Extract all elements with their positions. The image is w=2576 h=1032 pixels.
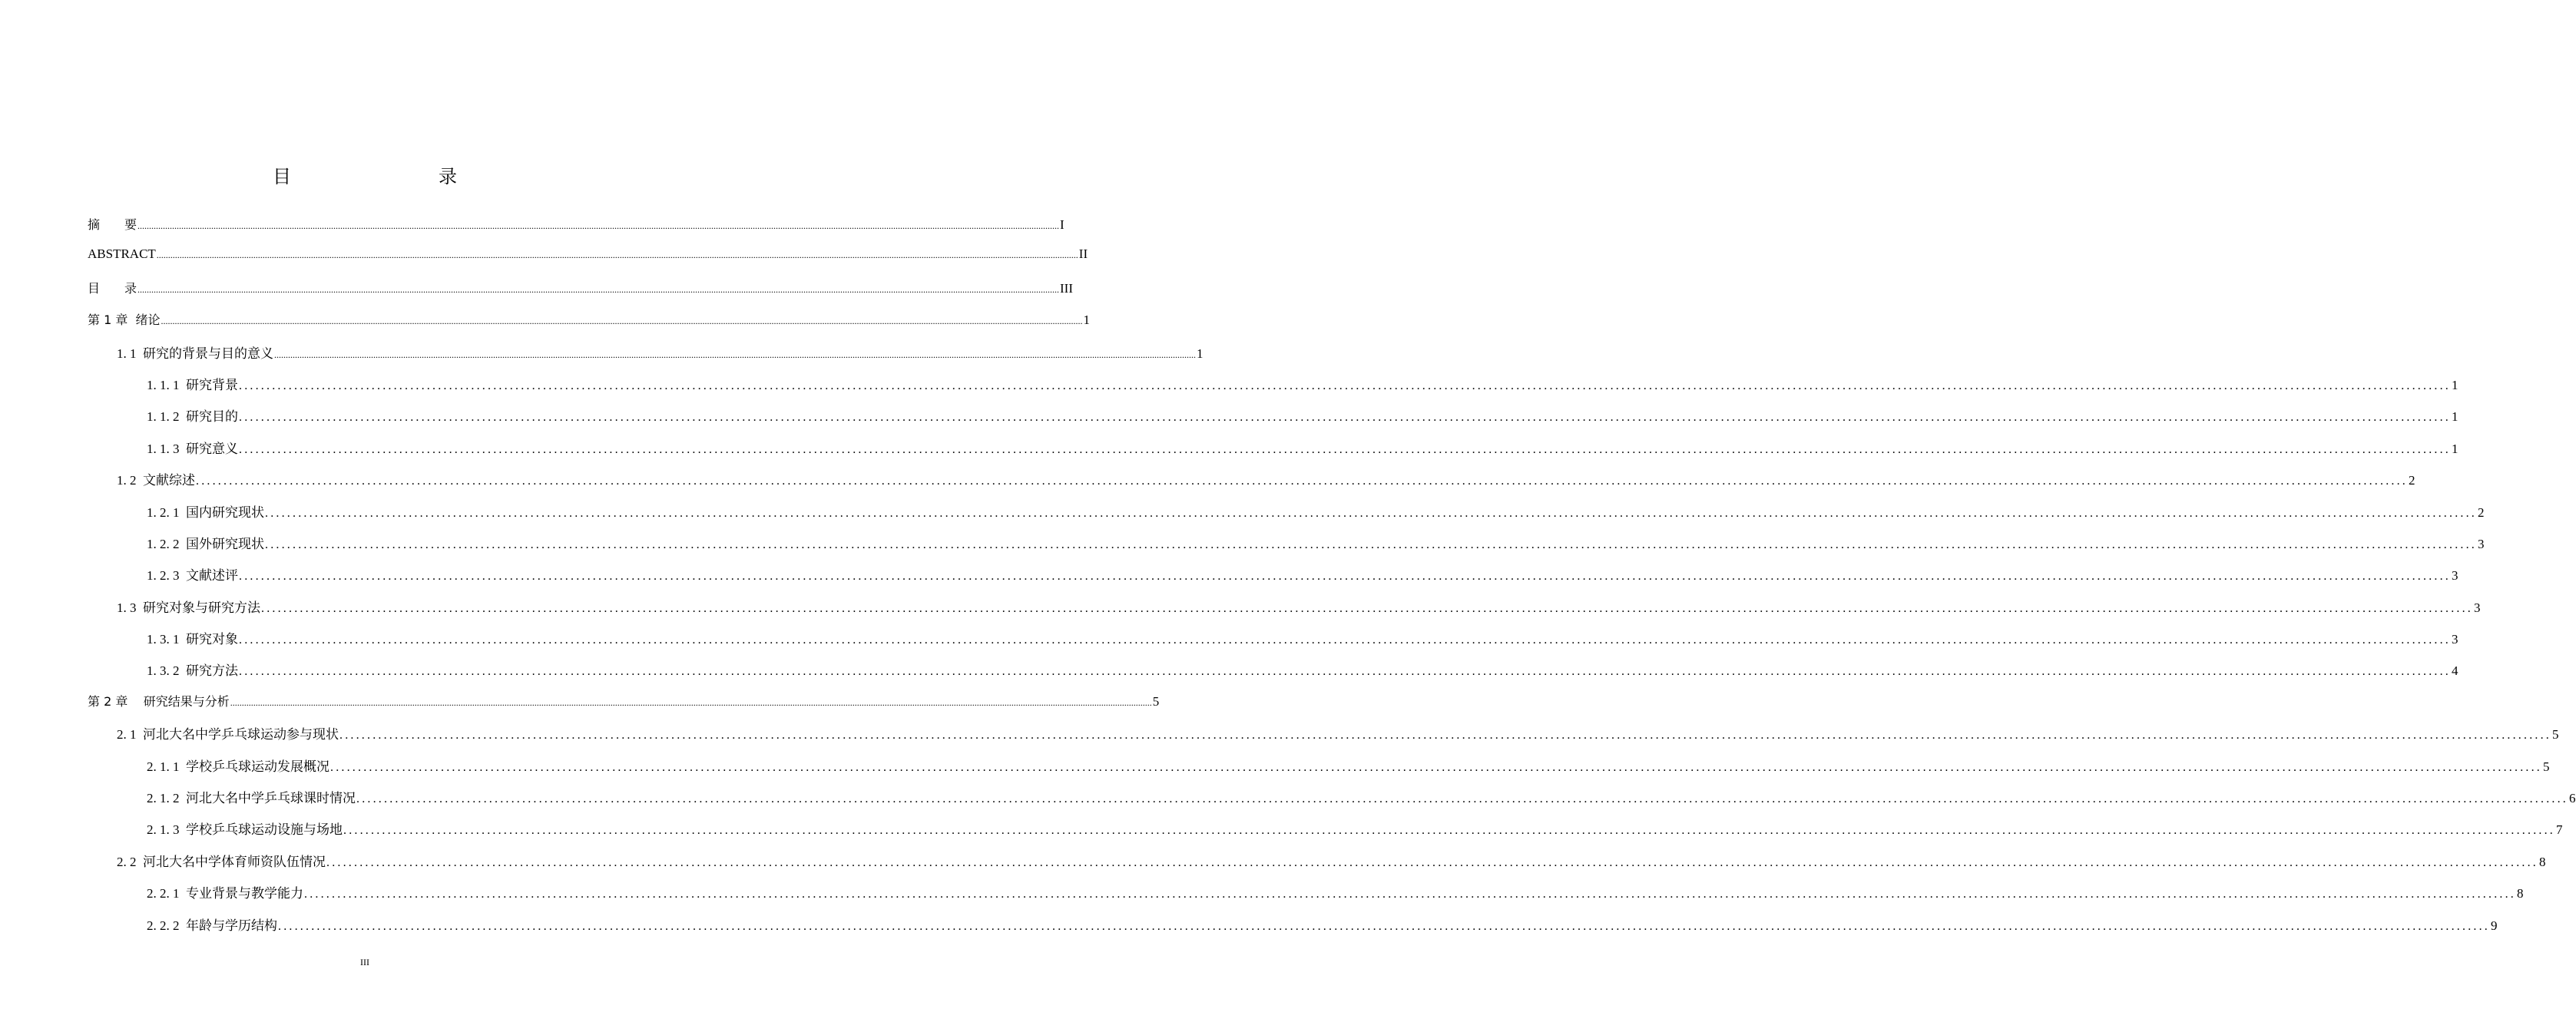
toc-entry-label: 1. 3. 1 研究对象	[147, 632, 238, 647]
toc-entry[interactable]	[0, 303, 1091, 334]
toc-entry-page-number: 9	[2491, 918, 2498, 933]
toc-dot-leader: ................................................................................................................................................................................................................................................................................................................................................................................................................	[261, 601, 2473, 615]
toc-entry[interactable]	[0, 875, 2524, 906]
toc-entry-page-number: 1	[2452, 441, 2458, 456]
toc-dot-leader: ................................................................................................................................................................................................................................................................................................................................................................................................................	[343, 824, 2555, 838]
toc-entry[interactable]	[0, 716, 2559, 747]
toc-entry-page-number: I	[1060, 217, 1065, 232]
toc-dot-leader: ................................................................................................................................................................................................................................................................................................................................................................................................................	[326, 855, 2538, 869]
toc-dot-leader: ................................................................................................................................................................................................................................................................................................................................................................................................................	[265, 538, 2477, 551]
toc-entry-label: 2. 1 河北大名中学乒乓球运动参与现状	[117, 727, 339, 743]
toc-dot-leader: ................................................................................................................................................................................................................................................................................................................................................................................................................	[239, 665, 2451, 679]
toc-entry-page-number: 2	[2409, 473, 2415, 488]
toc-entry-page-number: III	[1060, 280, 1073, 296]
toc-entry-page-number: 2	[2478, 504, 2485, 520]
toc-entry-label: 2. 2. 2 年龄与学历结构	[147, 918, 277, 933]
toc-dot-leader: ................................................................................................................................................................................................................................................................................................................................................................................................................	[137, 220, 1060, 231]
toc-entry-page-number: II	[1078, 246, 1088, 262]
toc-entry[interactable]	[0, 494, 2485, 525]
toc-entry-label: 摘 要	[88, 217, 137, 232]
toc-entry-label: 1. 3 研究对象与研究方法	[117, 600, 260, 615]
toc-entry[interactable]	[0, 461, 2415, 493]
toc-entry-label: 1. 1. 3 研究意义	[147, 441, 238, 456]
toc-entry-page-number: 4	[2452, 663, 2458, 679]
toc-dot-leader: ................................................................................................................................................................................................................................................................................................................................................................................................................	[196, 475, 2408, 488]
toc-entry[interactable]	[0, 907, 2498, 938]
toc-entry-label: 2. 1. 2 河北大名中学乒乓球课时情况	[147, 791, 356, 806]
toc-entry[interactable]	[0, 589, 2481, 620]
toc-dot-leader: ................................................................................................................................................................................................................................................................................................................................................................................................................	[278, 919, 2490, 933]
toc-entry-page-number: 8	[2517, 886, 2524, 901]
toc-entry-page-number: 1	[1197, 346, 1204, 361]
toc-entry-page-number: 1	[1083, 313, 1091, 328]
toc-entry[interactable]	[0, 271, 1073, 303]
toc-entry-page-number: 1	[2452, 377, 2458, 392]
toc-dot-leader: ................................................................................................................................................................................................................................................................................................................................................................................................................	[239, 442, 2451, 456]
toc-entry-page-number: 7	[2556, 822, 2563, 838]
toc-entry[interactable]	[0, 779, 2576, 811]
toc-dot-leader: ................................................................................................................................................................................................................................................................................................................................................................................................................	[239, 570, 2451, 584]
toc-entry-label: 2. 2 河北大名中学体育师资队伍情况	[117, 854, 326, 869]
table-of-contents	[0, 207, 2576, 938]
toc-entry[interactable]	[0, 335, 1204, 366]
toc-entry-label: 1. 1 研究的背景与目的意义	[117, 346, 273, 361]
toc-dot-leader: ................................................................................................................................................................................................................................................................................................................................................................................................................	[339, 729, 2551, 743]
toc-entry-label: 1. 2. 2 国外研究现状	[147, 536, 264, 551]
toc-dot-leader: ................................................................................................................................................................................................................................................................................................................................................................................................................	[161, 316, 1083, 327]
toc-dot-leader: ................................................................................................................................................................................................................................................................................................................................................................................................................	[239, 379, 2451, 392]
toc-entry-page-number: 3	[2478, 536, 2485, 551]
toc-dot-leader: ................................................................................................................................................................................................................................................................................................................................................................................................................	[156, 250, 1078, 261]
toc-entry[interactable]	[0, 748, 2550, 779]
toc-dot-leader: ................................................................................................................................................................................................................................................................................................................................................................................................................	[304, 888, 2516, 901]
toc-entry-label: 2. 1. 1 学校乒乓球运动发展概况	[147, 759, 329, 774]
toc-entry-label: 1. 3. 2 研究方法	[147, 663, 238, 679]
toc-entry-page-number: 5	[1152, 693, 1160, 709]
toc-entry-label: 1. 2. 3 文献述评	[147, 568, 238, 584]
toc-entry[interactable]	[0, 620, 2458, 652]
toc-entry-page-number: 8	[2539, 854, 2546, 869]
toc-entry-page-number: 6	[2569, 791, 2576, 806]
toc-entry[interactable]	[0, 652, 2458, 683]
toc-dot-leader: ................................................................................................................................................................................................................................................................................................................................................................................................................	[356, 792, 2568, 806]
toc-entry[interactable]	[0, 557, 2458, 588]
toc-entry[interactable]	[0, 684, 1160, 716]
toc-entry-page-number: 5	[2543, 759, 2550, 774]
toc-entry-label: ABSTRACT	[88, 246, 156, 262]
toc-entry-label: 第 1 章 绪论	[88, 313, 161, 328]
toc-dot-leader: ................................................................................................................................................................................................................................................................................................................................................................................................................	[239, 411, 2451, 425]
footer-page-number: III	[360, 957, 369, 968]
toc-entry-label: 1. 2. 1 国内研究现状	[147, 504, 264, 520]
toc-entry-page-number: 3	[2452, 632, 2458, 647]
toc-dot-leader: ................................................................................................................................................................................................................................................................................................................................................................................................................	[330, 760, 2542, 774]
toc-entry-label: 2. 1. 3 学校乒乓球运动设施与场地	[147, 822, 343, 838]
page-title: 目 录	[273, 166, 494, 187]
toc-entry[interactable]	[0, 811, 2563, 842]
toc-dot-leader: ................................................................................................................................................................................................................................................................................................................................................................................................................	[265, 506, 2477, 520]
toc-entry-label: 2. 2. 1 专业背景与教学能力	[147, 886, 303, 901]
toc-entry[interactable]	[0, 239, 1088, 270]
toc-entry-page-number: 3	[2452, 568, 2458, 584]
toc-dot-leader: ................................................................................................................................................................................................................................................................................................................................................................................................................	[239, 633, 2451, 647]
toc-entry[interactable]	[0, 207, 1065, 239]
toc-entry-label: 目 录	[88, 280, 137, 296]
toc-entry-page-number: 3	[2474, 600, 2481, 615]
toc-dot-leader: ................................................................................................................................................................................................................................................................................................................................................................................................................	[137, 283, 1060, 295]
toc-entry[interactable]	[0, 430, 2458, 461]
toc-entry[interactable]	[0, 398, 2458, 429]
toc-entry-label: 1. 1. 1 研究背景	[147, 377, 238, 392]
toc-dot-leader: ................................................................................................................................................................................................................................................................................................................................................................................................................	[274, 349, 1196, 360]
toc-entry-label: 1. 1. 2 研究目的	[147, 409, 238, 425]
toc-entry[interactable]	[0, 366, 2458, 398]
toc-entry[interactable]	[0, 525, 2485, 557]
toc-dot-leader: ................................................................................................................................................................................................................................................................................................................................................................................................................	[230, 696, 1152, 708]
toc-entry-label: 第 2 章 研究结果与分析	[88, 693, 230, 709]
toc-entry-label: 1. 2 文献综述	[117, 473, 195, 488]
toc-entry-page-number: 5	[2552, 727, 2559, 743]
toc-entry[interactable]	[0, 843, 2546, 875]
toc-entry-page-number: 1	[2452, 409, 2458, 425]
